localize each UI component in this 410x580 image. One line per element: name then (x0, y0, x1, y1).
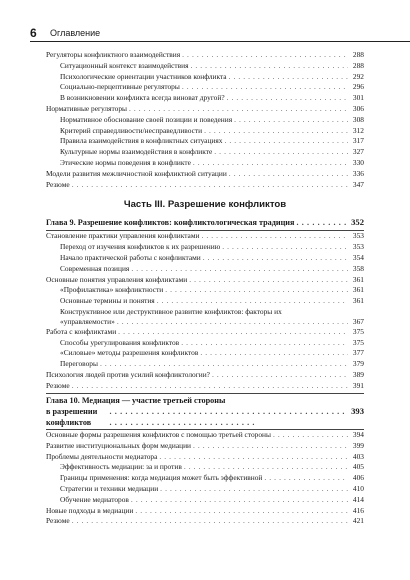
toc-entry-page: 361 (352, 285, 364, 295)
dot-leader (203, 253, 348, 264)
toc-entry-wrapped (46, 307, 364, 327)
dot-leader (165, 285, 348, 296)
toc-entry-page: 353 (352, 231, 364, 241)
toc-entry-title: Переход от изучения конфликтов к их разрешению (60, 242, 221, 252)
toc-entry-title: Социально-перцептивные регуляторы (60, 82, 180, 92)
toc-entry (46, 275, 364, 286)
toc-entry (46, 516, 364, 527)
toc-entry-line-1: Конструктивное или деструктивное развитие конфликтов: факторы их (60, 306, 282, 316)
toc-entry (46, 381, 364, 392)
toc-entry-page: 292 (352, 71, 364, 81)
dot-leader (109, 406, 349, 428)
toc-entry-title: Границы применения: когда медиация может быть эффективной (60, 473, 263, 483)
toc-entry-title: Критерий справедливости/несправедливости (60, 125, 203, 135)
toc-entry-title: Резюме (46, 380, 70, 390)
toc-entry-title: «Профилактика» конфликтности (60, 285, 164, 295)
toc-block-1 (46, 50, 364, 190)
toc-entry (46, 359, 364, 370)
chapter-10-page: 393 (351, 406, 364, 417)
table-of-contents (46, 50, 364, 527)
toc-entry (46, 452, 364, 463)
toc-entry (46, 484, 364, 495)
toc-entry-title: Развитие институциональных форм медиации (46, 440, 192, 450)
running-head (30, 26, 380, 42)
dot-leader (72, 381, 348, 392)
toc-block-4 (46, 430, 364, 527)
toc-entry (46, 231, 364, 242)
toc-entry-page: 389 (352, 369, 364, 379)
toc-entry (46, 473, 364, 484)
toc-entry (46, 338, 364, 349)
dot-leader (273, 430, 348, 441)
toc-entry (46, 82, 364, 93)
toc-entry-line-2: «управляемости» (60, 316, 115, 326)
toc-entry-page: 317 (352, 136, 364, 146)
toc-entry-page: 416 (352, 505, 364, 515)
dot-leader (204, 126, 348, 137)
toc-entry-page: 410 (352, 484, 364, 493)
toc-entry-title: Основные формы разрешения конфликтов с помощью третьей стороны (46, 430, 271, 440)
dot-leader (229, 169, 348, 180)
dot-leader (157, 296, 348, 307)
chapter-9-page: 352 (351, 217, 364, 228)
part-title: Часть III. Разрешение конфликтов (123, 199, 287, 211)
dot-leader (160, 484, 348, 495)
toc-entry-page: 391 (352, 380, 364, 390)
chapter-9-title: Глава 9. Разрешение конфликтов: конфликтологическая традиция (46, 218, 295, 228)
toc-entry (46, 93, 364, 104)
toc-entry (46, 441, 364, 452)
dot-leader (118, 327, 348, 338)
toc-entry-title: «Силовые» методы разрешения конфликтов (60, 348, 199, 358)
toc-entry (46, 61, 364, 72)
toc-entry-page: 377 (352, 348, 364, 358)
chapter-10-title-line-2: в разрешении конфликтов (46, 407, 98, 428)
dot-leader (72, 516, 348, 527)
toc-entry-page: 288 (352, 50, 364, 59)
toc-entry (46, 348, 364, 359)
toc-entry-title: Проблемы деятельности медиатора (46, 451, 158, 461)
toc-entry-title: Основные термины и понятия (60, 296, 155, 306)
toc-entry (46, 180, 364, 191)
toc-entry (46, 158, 364, 169)
toc-entry (46, 430, 364, 441)
dot-leader (190, 61, 348, 72)
toc-entry-page: 327 (352, 147, 364, 157)
toc-entry-page: 354 (352, 252, 364, 262)
toc-entry-title: Резюме (46, 516, 70, 526)
toc-entry (46, 462, 364, 473)
toc-entry-page: 375 (352, 337, 364, 347)
toc-entry-page: 405 (352, 462, 364, 472)
toc-entry-title: Психологические ориентации участников конфликта (60, 71, 227, 81)
toc-entry-title: Этические нормы поведения в конфликте (60, 157, 191, 167)
toc-entry (46, 253, 364, 264)
toc-entry-page: 296 (352, 82, 364, 92)
toc-entry-page: 301 (352, 93, 364, 103)
toc-entry-title: Способы урегулирования конфликтов (60, 337, 180, 347)
toc-entry-title: Ситуационный контекст взаимодействия (60, 60, 189, 70)
chapter-10-entry (46, 396, 364, 429)
toc-entry-title: Современная позиция (60, 263, 130, 273)
toc-entry (46, 506, 364, 517)
toc-entry-title: Регуляторы конфликтного взаимодействия (46, 50, 181, 59)
toc-entry-page: 330 (352, 157, 364, 167)
chapter-rule (46, 393, 364, 394)
toc-entry-title: Эффективность медиации: за и против (60, 462, 182, 472)
dot-leader (234, 115, 348, 126)
dot-leader (182, 82, 348, 93)
dot-leader (222, 242, 348, 253)
dot-leader (189, 275, 348, 286)
toc-entry-title: Культурные нормы взаимодействия в конфликте (60, 147, 213, 157)
toc-entry-page: 306 (352, 103, 364, 113)
toc-entry-title: Работа с конфликтами (46, 326, 117, 336)
dot-leader (224, 136, 348, 147)
toc-entry-title: Психология людей против усилий конфликтологии? (46, 369, 210, 379)
toc-entry (46, 50, 364, 61)
header-rule (30, 41, 410, 42)
dot-leader (131, 495, 348, 506)
dot-leader (193, 158, 348, 169)
dot-leader (193, 441, 348, 452)
toc-entry (46, 285, 364, 296)
dot-leader (159, 452, 348, 463)
toc-entry-page: 406 (352, 473, 364, 483)
toc-entry-page: 361 (352, 296, 364, 306)
dot-leader (135, 506, 348, 517)
dot-leader (131, 264, 348, 275)
toc-entry (46, 264, 364, 275)
toc-entry-page: 347 (352, 179, 364, 189)
toc-entry-page: 361 (352, 274, 364, 284)
toc-entry-page: 414 (352, 494, 364, 504)
toc-entry (46, 136, 364, 147)
toc-entry (46, 72, 364, 83)
toc-entry (46, 147, 364, 158)
toc-entry-title: Переговоры (60, 359, 98, 369)
dot-leader (129, 104, 348, 115)
toc-entry-title: Нормативные регуляторы (46, 103, 128, 113)
toc-entry-page: 379 (352, 359, 364, 369)
toc-block-2 (46, 231, 364, 307)
toc-entry (46, 126, 364, 137)
toc-entry-page: 312 (352, 125, 364, 135)
toc-entry-title: В возникновении конфликта всегда виноват другой? (60, 93, 225, 103)
chapter-9-entry (46, 216, 364, 229)
toc-entry-title: Новые подходы в медиации (46, 505, 134, 515)
toc-entry-title: Обучение медиаторов (60, 494, 129, 504)
toc-entry (46, 242, 364, 253)
dot-leader (229, 72, 348, 83)
toc-entry-title: Нормативное обоснование своей позиции и поведения (60, 114, 233, 124)
dot-leader (182, 50, 348, 61)
toc-entry-page: 403 (352, 451, 364, 461)
toc-entry-title: Резюме (46, 179, 70, 189)
toc-entry-title: Начало практической работы с конфликтами (60, 252, 201, 262)
chapter-10-title-line-1: Глава 10. Медиация — участие третьей стороны (46, 395, 226, 405)
toc-entry (46, 327, 364, 338)
dot-leader (184, 462, 348, 473)
toc-entry-page: 367 (352, 316, 364, 326)
dot-leader (214, 147, 348, 158)
toc-entry (46, 495, 364, 506)
dot-leader (181, 338, 348, 349)
toc-entry (46, 169, 364, 180)
dot-leader (264, 473, 348, 484)
toc-entry-page: 375 (352, 326, 364, 336)
toc-entry-page: 421 (352, 516, 364, 526)
dot-leader (201, 231, 348, 242)
toc-entry-title: Правила взаимодействия в конфликтных ситуациях (60, 136, 223, 146)
toc-entry (46, 296, 364, 307)
dot-leader (212, 370, 348, 381)
toc-entry (46, 370, 364, 381)
toc-entry (46, 104, 364, 115)
dot-leader (100, 359, 348, 370)
dot-leader (117, 317, 348, 327)
dot-leader (296, 216, 348, 229)
page-number: 6 (30, 26, 37, 40)
running-head-title: Оглавление (50, 28, 101, 38)
toc-entry-title: Становление практики управления конфликтами (46, 231, 200, 241)
toc-entry-title: Основные понятия управления конфликтами (46, 274, 188, 284)
toc-entry-page: 353 (352, 242, 364, 252)
toc-entry-page: 308 (352, 114, 364, 124)
toc-entry-page: 394 (352, 430, 364, 440)
toc-entry-page: 358 (352, 263, 364, 273)
toc-entry-page: 399 (352, 440, 364, 450)
toc-entry-title: Модели развития межличностной конфликтной ситуации (46, 168, 227, 178)
toc-entry-title: Стратегии и техники медиации (60, 484, 159, 493)
toc-block-3 (46, 327, 364, 392)
toc-entry (46, 115, 364, 126)
toc-entry-page: 336 (352, 168, 364, 178)
toc-entry-page: 288 (352, 60, 364, 70)
dot-leader (200, 348, 348, 359)
dot-leader (227, 93, 348, 104)
dot-leader (72, 180, 348, 191)
